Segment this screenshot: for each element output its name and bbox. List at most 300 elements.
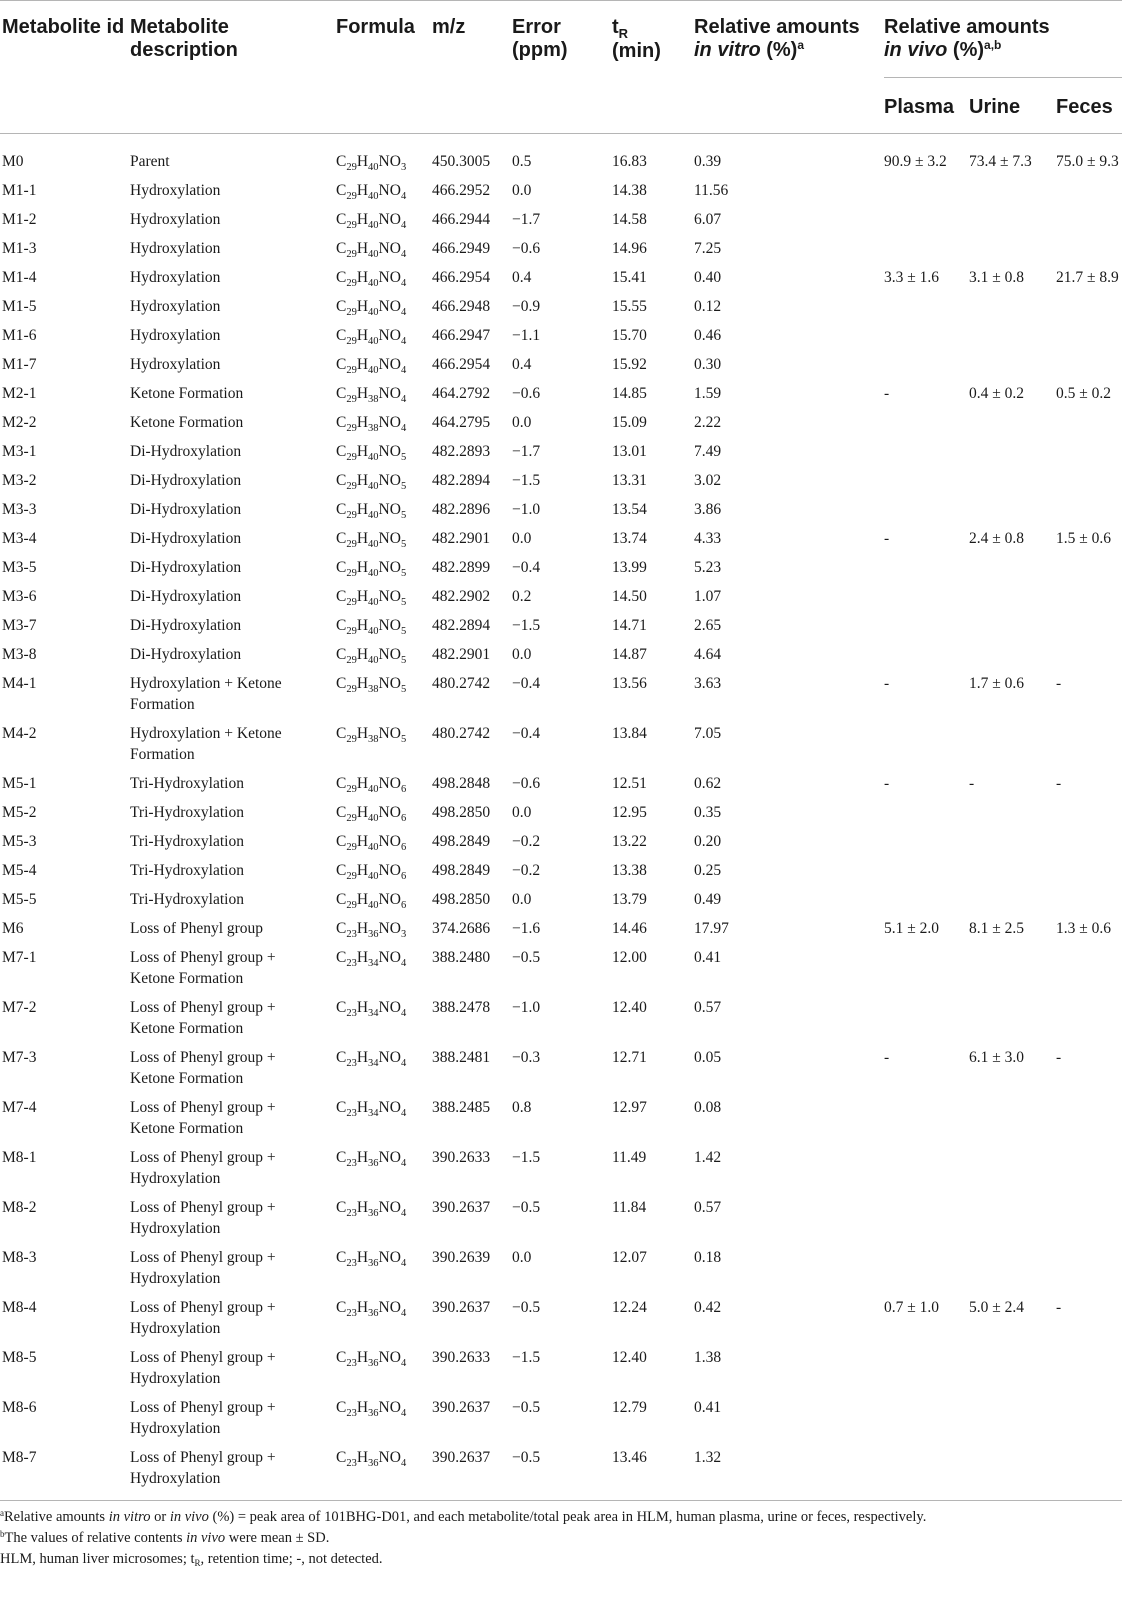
cell-error: −0.6 [512, 775, 541, 792]
formula-subscript: 23 [346, 929, 357, 940]
cell-tr: 13.54 [612, 501, 647, 518]
cell-tr: 13.22 [612, 833, 647, 850]
formula-element: H [356, 1099, 369, 1116]
cell-plasma: - [884, 530, 890, 547]
cell-invitro: 0.35 [694, 804, 722, 821]
formula-element: NO [378, 617, 401, 634]
cell-metabolite-id: M2-1 [2, 385, 37, 402]
cell-formula [336, 889, 406, 912]
formula-subscript: 40 [368, 191, 379, 202]
cell-plasma: - [884, 385, 890, 402]
cell-invitro: 2.22 [694, 414, 722, 431]
cell-description: Di-Hydroxylation [130, 588, 242, 605]
cell-description: Di-Hydroxylation [130, 559, 242, 576]
footnote-c-sub: R [194, 1558, 201, 1568]
cell-formula [336, 586, 406, 609]
formula-subscript: 23 [346, 1008, 357, 1019]
formula-element: NO [378, 999, 401, 1016]
cell-description: Di-Hydroxylation [130, 472, 242, 489]
header-metabolite-id: Metabolite id [2, 16, 125, 38]
formula-subscript: 5 [400, 597, 407, 608]
formula-subscript: 3 [400, 929, 407, 940]
cell-tr: 12.51 [612, 775, 647, 792]
formula-subscript: 4 [400, 1108, 407, 1119]
header-bottom-rule [0, 133, 1122, 134]
formula-element: C [336, 298, 347, 315]
formula-subscript: 4 [400, 1258, 407, 1269]
cell-mz: 464.2795 [432, 414, 491, 431]
cell-tr: 15.41 [612, 269, 647, 286]
cell-description: Loss of Phenyl group + Hydroxylation [130, 1149, 276, 1187]
cell-mz: 390.2637 [432, 1449, 491, 1466]
cell-tr: 14.58 [612, 211, 647, 228]
header-error: Error (ppm) [512, 16, 568, 61]
cell-error: −1.0 [512, 501, 541, 518]
cell-invitro: 3.86 [694, 501, 722, 518]
formula-element: C [336, 414, 347, 431]
cell-mz: 498.2850 [432, 891, 491, 908]
cell-mz: 482.2901 [432, 530, 491, 547]
cell-error: −0.6 [512, 385, 541, 402]
formula-subscript: 29 [346, 684, 357, 695]
cell-description: Tri-Hydroxylation [130, 804, 244, 821]
cell-feces: - [1056, 1299, 1062, 1316]
formula-element: C [336, 617, 347, 634]
formula-element: H [356, 920, 369, 937]
cell-error: 0.0 [512, 1249, 532, 1266]
formula-subscript: 4 [400, 220, 407, 231]
cell-invitro: 3.02 [694, 472, 722, 489]
formula-element: NO [378, 1249, 401, 1266]
formula-subscript: 40 [368, 842, 379, 853]
formula-subscript: 5 [400, 626, 407, 637]
formula-subscript: 29 [346, 568, 357, 579]
cell-mz: 482.2902 [432, 588, 491, 605]
formula-element: H [356, 775, 369, 792]
formula-element: H [356, 153, 369, 170]
cell-formula [336, 997, 406, 1020]
formula-element: H [356, 999, 369, 1016]
formula-subscript: 29 [346, 626, 357, 637]
cell-formula [336, 1197, 406, 1220]
formula-subscript: 40 [368, 597, 379, 608]
cell-formula [336, 860, 406, 883]
cell-tr: 14.87 [612, 646, 647, 663]
cell-tr: 13.46 [612, 1449, 647, 1466]
cell-plasma: 0.7 ± 1.0 [884, 1299, 940, 1316]
formula-subscript: 5 [400, 510, 407, 521]
footnote-a-italic2: in vivo [169, 1509, 209, 1525]
header-invivo-italic: in vivo [884, 39, 948, 61]
cell-invitro: 0.05 [694, 1049, 722, 1066]
formula-element: C [336, 675, 347, 692]
cell-formula [336, 412, 406, 435]
cell-tr: 13.01 [612, 443, 647, 460]
formula-subscript: 4 [400, 1208, 407, 1219]
cell-metabolite-id: M1-7 [2, 356, 37, 373]
formula-element: NO [378, 891, 401, 908]
cell-invitro: 0.12 [694, 298, 722, 315]
formula-element: C [336, 775, 347, 792]
formula-element: C [336, 1349, 347, 1366]
formula-subscript: 29 [346, 734, 357, 745]
header-formula: Formula [336, 16, 415, 38]
cell-formula [336, 918, 406, 941]
formula-element: H [356, 414, 369, 431]
cell-description: Tri-Hydroxylation [130, 891, 244, 908]
formula-element: NO [378, 298, 401, 315]
formula-subscript: 4 [400, 1158, 407, 1169]
formula-element: NO [378, 646, 401, 663]
formula-subscript: 4 [400, 336, 407, 347]
footnote-b [0, 1529, 329, 1548]
cell-urine: 2.4 ± 0.8 [969, 530, 1025, 547]
cell-error: 0.0 [512, 182, 532, 199]
cell-metabolite-id: M8-5 [2, 1349, 37, 1366]
cell-formula [336, 209, 406, 232]
cell-invitro: 1.59 [694, 385, 722, 402]
cell-error: −1.7 [512, 211, 541, 228]
cell-feces: 75.0 ± 9.3 [1056, 153, 1119, 170]
cell-description: Ketone Formation [130, 414, 244, 431]
formula-element: H [356, 211, 369, 228]
formula-subscript: 6 [400, 784, 407, 795]
cell-tr: 12.40 [612, 999, 647, 1016]
formula-element: NO [378, 1349, 401, 1366]
footnote-c [0, 1550, 383, 1569]
cell-description: Tri-Hydroxylation [130, 862, 244, 879]
formula-subscript: 36 [368, 1158, 379, 1169]
formula-subscript: 29 [346, 220, 357, 231]
formula-subscript: 29 [346, 278, 357, 289]
cell-feces: 21.7 ± 8.9 [1056, 269, 1119, 286]
formula-element: C [336, 725, 347, 742]
cell-mz: 388.2478 [432, 999, 491, 1016]
formula-subscript: 29 [346, 784, 357, 795]
formula-subscript: 36 [368, 1358, 379, 1369]
cell-metabolite-id: M1-3 [2, 240, 37, 257]
formula-subscript: 3 [400, 162, 407, 173]
formula-subscript: 40 [368, 568, 379, 579]
cell-formula [336, 1447, 406, 1470]
cell-mz: 480.2742 [432, 725, 491, 742]
formula-element: H [356, 327, 369, 344]
formula-element: NO [378, 443, 401, 460]
formula-subscript: 29 [346, 307, 357, 318]
formula-element: H [356, 833, 369, 850]
cell-mz: 482.2899 [432, 559, 491, 576]
cell-metabolite-id: M8-1 [2, 1149, 37, 1166]
cell-tr: 13.74 [612, 530, 647, 547]
cell-mz: 466.2944 [432, 211, 491, 228]
header-feces: Feces [1056, 96, 1113, 118]
cell-metabolite-id: M7-4 [2, 1099, 37, 1116]
cell-tr: 12.71 [612, 1049, 647, 1066]
cell-urine: 1.7 ± 0.6 [969, 675, 1025, 692]
cell-tr: 14.71 [612, 617, 647, 634]
formula-subscript: 5 [400, 452, 407, 463]
cell-urine: 73.4 ± 7.3 [969, 153, 1032, 170]
formula-element: NO [378, 1099, 401, 1116]
cell-mz: 374.2686 [432, 920, 491, 937]
cell-mz: 464.2792 [432, 385, 491, 402]
formula-element: H [356, 1449, 369, 1466]
cell-tr: 16.83 [612, 153, 647, 170]
formula-element: NO [378, 530, 401, 547]
formula-subscript: 29 [346, 336, 357, 347]
formula-subscript: 4 [400, 1408, 407, 1419]
formula-subscript: 38 [368, 423, 379, 434]
invivo-group-rule [884, 77, 1122, 78]
cell-mz: 498.2848 [432, 775, 491, 792]
formula-subscript: 5 [400, 539, 407, 550]
formula-subscript: 40 [368, 365, 379, 376]
cell-invitro: 6.07 [694, 211, 722, 228]
formula-subscript: 23 [346, 1258, 357, 1269]
formula-subscript: 4 [400, 1358, 407, 1369]
cell-metabolite-id: M3-2 [2, 472, 37, 489]
cell-description: Hydroxylation [130, 298, 221, 315]
formula-subscript: 23 [346, 1408, 357, 1419]
formula-element: H [356, 588, 369, 605]
formula-subscript: 40 [368, 278, 379, 289]
formula-element: C [336, 1449, 347, 1466]
cell-formula [336, 1397, 406, 1420]
cell-metabolite-id: M8-2 [2, 1199, 37, 1216]
formula-subscript: 29 [346, 871, 357, 882]
footnote-a-text3: (%) = peak area of 101BHG-D01, and each metabolite/total peak area in HLM, human plasma, urine or feces, respectively. [208, 1509, 927, 1525]
cell-error: −0.4 [512, 675, 541, 692]
formula-subscript: 40 [368, 871, 379, 882]
footnote-a [0, 1508, 926, 1527]
cell-tr: 15.92 [612, 356, 647, 373]
formula-subscript: 23 [346, 1158, 357, 1169]
formula-subscript: 36 [368, 1208, 379, 1219]
formula-subscript: 29 [346, 162, 357, 173]
formula-subscript: 6 [400, 871, 407, 882]
formula-subscript: 23 [346, 1058, 357, 1069]
cell-metabolite-id: M1-5 [2, 298, 37, 315]
formula-subscript: 29 [346, 423, 357, 434]
cell-description: Tri-Hydroxylation [130, 775, 244, 792]
cell-invitro: 0.46 [694, 327, 722, 344]
cell-error: −0.2 [512, 833, 541, 850]
cell-description: Loss of Phenyl group [130, 920, 264, 937]
formula-element: H [356, 443, 369, 460]
cell-mz: 390.2633 [432, 1149, 491, 1166]
header-urine: Urine [969, 96, 1021, 118]
formula-element: C [336, 443, 347, 460]
formula-element: H [356, 675, 369, 692]
formula-element: H [356, 949, 369, 966]
cell-description: Di-Hydroxylation [130, 501, 242, 518]
formula-subscript: 4 [400, 191, 407, 202]
cell-metabolite-id: M1-1 [2, 182, 37, 199]
formula-subscript: 6 [400, 842, 407, 853]
cell-error: −1.5 [512, 1349, 541, 1366]
formula-element: C [336, 269, 347, 286]
formula-subscript: 4 [400, 1008, 407, 1019]
cell-tr: 14.38 [612, 182, 647, 199]
cell-description: Hydroxylation [130, 240, 221, 257]
footnote-b-text2: were mean ± SD. [225, 1530, 330, 1546]
formula-subscript: 38 [368, 734, 379, 745]
formula-element: NO [378, 182, 401, 199]
formula-element: C [336, 559, 347, 576]
header-invivo [884, 16, 1050, 64]
formula-element: NO [378, 414, 401, 431]
formula-element: NO [378, 1049, 401, 1066]
cell-invitro: 4.64 [694, 646, 722, 663]
cell-urine: 5.0 ± 2.4 [969, 1299, 1025, 1316]
cell-description: Ketone Formation [130, 385, 244, 402]
formula-element: C [336, 804, 347, 821]
cell-plasma: - [884, 675, 890, 692]
formula-subscript: 29 [346, 365, 357, 376]
cell-formula [336, 1097, 406, 1120]
cell-feces: - [1056, 1049, 1062, 1066]
formula-element: C [336, 1299, 347, 1316]
cell-error: −0.5 [512, 949, 541, 966]
cell-feces: 1.5 ± 0.6 [1056, 530, 1112, 547]
formula-element: C [336, 920, 347, 937]
cell-metabolite-id: M1-6 [2, 327, 37, 344]
formula-subscript: 36 [368, 929, 379, 940]
cell-tr: 13.79 [612, 891, 647, 908]
cell-formula [336, 1347, 406, 1370]
formula-element: H [356, 298, 369, 315]
cell-invitro: 0.25 [694, 862, 722, 879]
cell-invitro: 5.23 [694, 559, 722, 576]
cell-invitro: 0.41 [694, 949, 722, 966]
formula-element: H [356, 617, 369, 634]
header-invivo-line1: Relative amounts [884, 16, 1050, 38]
formula-subscript: 23 [346, 1358, 357, 1369]
cell-error: −0.9 [512, 298, 541, 315]
cell-urine: 3.1 ± 0.8 [969, 269, 1025, 286]
formula-element: NO [378, 211, 401, 228]
cell-error: −1.5 [512, 1149, 541, 1166]
formula-subscript: 40 [368, 249, 379, 260]
cell-invitro: 0.49 [694, 891, 722, 908]
cell-description: Hydroxylation + Ketone Formation [130, 675, 282, 713]
cell-error: −0.4 [512, 559, 541, 576]
formula-element: H [356, 891, 369, 908]
formula-element: NO [378, 833, 401, 850]
cell-error: 0.4 [512, 269, 532, 286]
cell-tr: 12.00 [612, 949, 647, 966]
formula-element: H [356, 804, 369, 821]
formula-element: C [336, 1099, 347, 1116]
cell-mz: 482.2896 [432, 501, 491, 518]
cell-metabolite-id: M0 [2, 153, 24, 170]
cell-mz: 388.2485 [432, 1099, 491, 1116]
cell-error: −1.7 [512, 443, 541, 460]
formula-subscript: 4 [400, 1308, 407, 1319]
cell-description: Tri-Hydroxylation [130, 833, 244, 850]
cell-description: Di-Hydroxylation [130, 617, 242, 634]
cell-formula [336, 723, 406, 746]
cell-metabolite-id: M3-1 [2, 443, 37, 460]
cell-metabolite-id: M5-3 [2, 833, 37, 850]
cell-tr: 14.85 [612, 385, 647, 402]
formula-element: NO [378, 588, 401, 605]
cell-metabolite-id: M7-2 [2, 999, 37, 1016]
cell-error: −0.5 [512, 1449, 541, 1466]
cell-formula [336, 528, 406, 551]
cell-formula [336, 1297, 406, 1320]
cell-tr: 15.55 [612, 298, 647, 315]
cell-mz: 498.2849 [432, 833, 491, 850]
table-top-rule [0, 0, 1122, 1]
cell-formula [336, 947, 406, 970]
formula-element: C [336, 211, 347, 228]
formula-subscript: 34 [368, 958, 379, 969]
formula-element: C [336, 501, 347, 518]
footnote-a-text2: or [150, 1509, 170, 1525]
cell-plasma: 5.1 ± 2.0 [884, 920, 940, 937]
formula-element: C [336, 588, 347, 605]
formula-subscript: 36 [368, 1458, 379, 1469]
formula-subscript: 29 [346, 597, 357, 608]
formula-element: H [356, 472, 369, 489]
formula-element: H [356, 862, 369, 879]
cell-metabolite-id: M7-1 [2, 949, 37, 966]
formula-element: NO [378, 862, 401, 879]
cell-error: −0.3 [512, 1049, 541, 1066]
cell-tr: 12.24 [612, 1299, 647, 1316]
formula-subscript: 40 [368, 510, 379, 521]
cell-mz: 450.3005 [432, 153, 491, 170]
cell-tr: 12.95 [612, 804, 647, 821]
cell-error: 0.0 [512, 530, 532, 547]
formula-element: NO [378, 725, 401, 742]
formula-element: C [336, 891, 347, 908]
cell-formula [336, 673, 406, 696]
cell-metabolite-id: M3-6 [2, 588, 37, 605]
cell-urine: 8.1 ± 2.5 [969, 920, 1025, 937]
cell-formula [336, 325, 406, 348]
formula-subscript: 5 [400, 734, 407, 745]
cell-formula [336, 499, 406, 522]
cell-tr: 12.40 [612, 1349, 647, 1366]
cell-mz: 388.2480 [432, 949, 491, 966]
header-mz: m/z [432, 16, 466, 38]
formula-subscript: 40 [368, 452, 379, 463]
header-invivo-pct: (%) [952, 39, 985, 61]
cell-error: −1.6 [512, 920, 541, 937]
cell-invitro: 4.33 [694, 530, 722, 547]
cell-invitro: 1.42 [694, 1149, 722, 1166]
formula-element: NO [378, 472, 401, 489]
formula-element: C [336, 356, 347, 373]
cell-description: Loss of Phenyl group + Hydroxylation [130, 1449, 276, 1487]
formula-subscript: 5 [400, 568, 407, 579]
cell-formula [336, 470, 406, 493]
cell-invitro: 11.56 [694, 182, 729, 199]
cell-mz: 482.2894 [432, 472, 491, 489]
formula-subscript: 6 [400, 813, 407, 824]
cell-invitro: 0.57 [694, 1199, 722, 1216]
formula-subscript: 4 [400, 394, 407, 405]
formula-subscript: 38 [368, 684, 379, 695]
cell-tr: 15.70 [612, 327, 647, 344]
table-bottom-rule [0, 1500, 1122, 1501]
header-tr-sub: R [618, 26, 629, 41]
cell-error: −0.6 [512, 240, 541, 257]
cell-formula [336, 151, 406, 174]
cell-mz: 390.2637 [432, 1299, 491, 1316]
